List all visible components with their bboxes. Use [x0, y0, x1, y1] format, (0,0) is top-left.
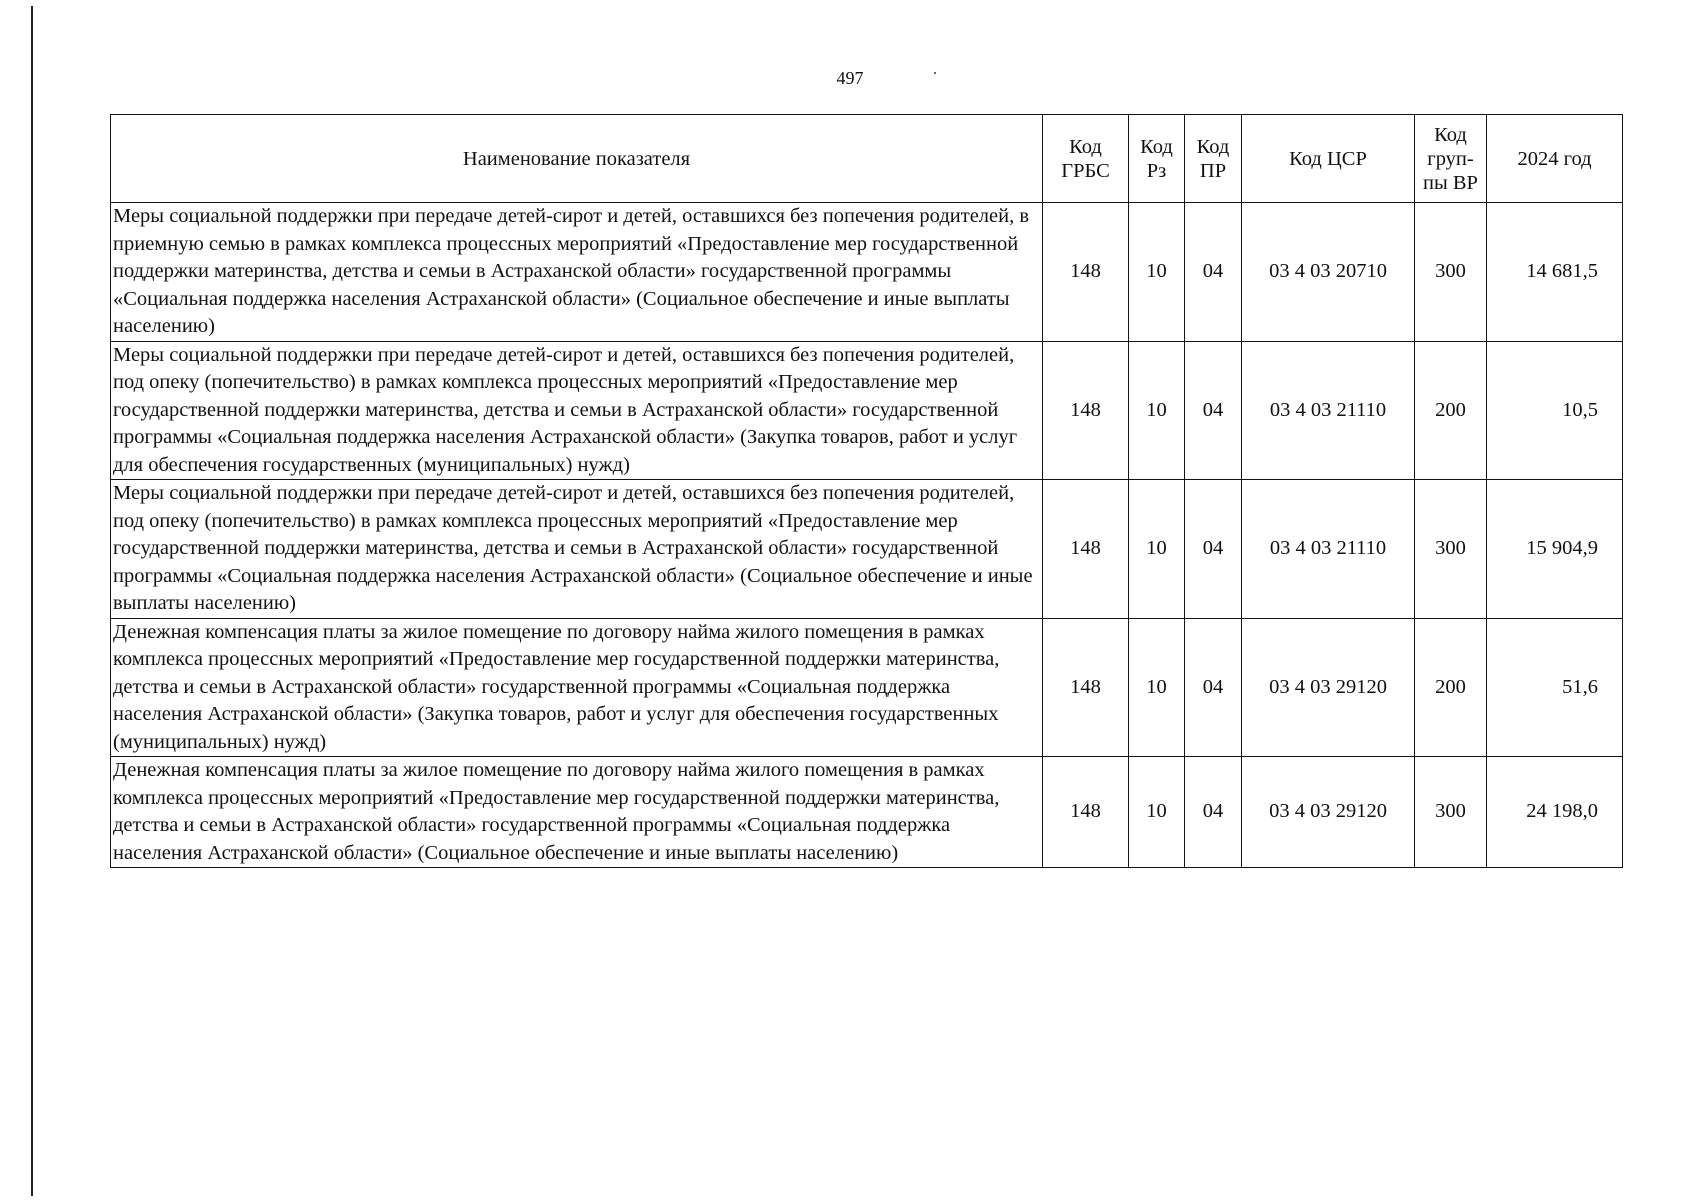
header-grbs: Код ГРБС — [1043, 115, 1129, 203]
row-vr: 300 — [1415, 757, 1487, 868]
row-pr: 04 — [1185, 618, 1242, 757]
row-name: Денежная компенсация платы за жилое помещение по договору найма жилого помещения в рамках комплекса процессных мероприятий «Предоставление мер государственной поддержки материнства, детства и семьи в Астраханской области» государственной программы «Социальная поддержка населения Астраханской области» (Закупка товаров, работ и услуг для обеспечения государственных (муниципальных) нужд) — [111, 618, 1043, 757]
row-amount: 24 198,0 — [1487, 757, 1623, 868]
row-grbs: 148 — [1043, 757, 1129, 868]
header-rz: Код Рз — [1129, 115, 1185, 203]
header-name: Наименование показателя — [111, 115, 1043, 203]
row-csr: 03 4 03 21110 — [1242, 480, 1415, 619]
row-rz: 10 — [1129, 341, 1185, 480]
row-name: Меры социальной поддержки при передаче детей-сирот и детей, оставшихся без попечения родителей, в приемную семью в рамках комплекса процессных мероприятий «Предоставление мер государственной поддержки материнства, детства и семьи в Астраханской области» государственной программы «Социальная поддержка населения Астраханской области» (Социальное обеспечение и иные выплаты населению) — [111, 203, 1043, 342]
row-csr: 03 4 03 20710 — [1242, 203, 1415, 342]
row-amount: 14 681,5 — [1487, 203, 1623, 342]
page-number: 497 — [836, 68, 864, 88]
table-row — [111, 341, 1623, 480]
row-csr: 03 4 03 29120 — [1242, 618, 1415, 757]
row-rz: 10 — [1129, 618, 1185, 757]
row-rz: 10 — [1129, 480, 1185, 619]
binding-margin-line — [31, 6, 33, 1196]
row-rz: 10 — [1129, 203, 1185, 342]
row-pr: 04 — [1185, 341, 1242, 480]
row-name: Денежная компенсация платы за жилое помещение по договору найма жилого помещения в рамках комплекса процессных мероприятий «Предоставление мер государственной поддержки материнства, детства и семьи в Астраханской области» государственной программы «Социальная поддержка населения Астраханской области» (Социальное обеспечение и иные выплаты населению) — [111, 757, 1043, 868]
row-grbs: 148 — [1043, 203, 1129, 342]
row-amount: 15 904,9 — [1487, 480, 1623, 619]
row-csr: 03 4 03 29120 — [1242, 757, 1415, 868]
header-vr: Код груп-пы ВР — [1415, 115, 1487, 203]
table-row — [111, 618, 1623, 757]
row-vr: 300 — [1415, 480, 1487, 619]
scan-speck — [934, 72, 936, 74]
row-grbs: 148 — [1043, 618, 1129, 757]
row-rz: 10 — [1129, 757, 1185, 868]
row-grbs: 148 — [1043, 341, 1129, 480]
header-pr: Код ПР — [1185, 115, 1242, 203]
row-vr: 200 — [1415, 341, 1487, 480]
header-year: 2024 год — [1487, 115, 1623, 203]
row-amount: 10,5 — [1487, 341, 1623, 480]
table-header-row — [111, 115, 1623, 203]
row-pr: 04 — [1185, 480, 1242, 619]
budget-table — [110, 114, 1623, 868]
row-pr: 04 — [1185, 757, 1242, 868]
row-vr: 200 — [1415, 618, 1487, 757]
row-name: Меры социальной поддержки при передаче детей-сирот и детей, оставшихся без попечения родителей, под опеку (попечительство) в рамках комплекса процессных мероприятий «Предоставление мер государственной поддержки материнства, детства и семьи в Астраханской области» государственной программы «Социальная поддержка населения Астраханской области» (Закупка товаров, работ и услуг для обеспечения государственных (муниципальных) нужд) — [111, 341, 1043, 480]
table-row — [111, 757, 1623, 868]
row-grbs: 148 — [1043, 480, 1129, 619]
row-amount: 51,6 — [1487, 618, 1623, 757]
row-csr: 03 4 03 21110 — [1242, 341, 1415, 480]
table-row — [111, 203, 1623, 342]
row-vr: 300 — [1415, 203, 1487, 342]
table-row — [111, 480, 1623, 619]
header-csr: Код ЦСР — [1242, 115, 1415, 203]
row-pr: 04 — [1185, 203, 1242, 342]
row-name: Меры социальной поддержки при передаче детей-сирот и детей, оставшихся без попечения родителей, под опеку (попечительство) в рамках комплекса процессных мероприятий «Предоставление мер государственной поддержки материнства, детства и семьи в Астраханской области» государственной программы «Социальная поддержка населения Астраханской области» (Социальное обеспечение и иные выплаты населению) — [111, 480, 1043, 619]
